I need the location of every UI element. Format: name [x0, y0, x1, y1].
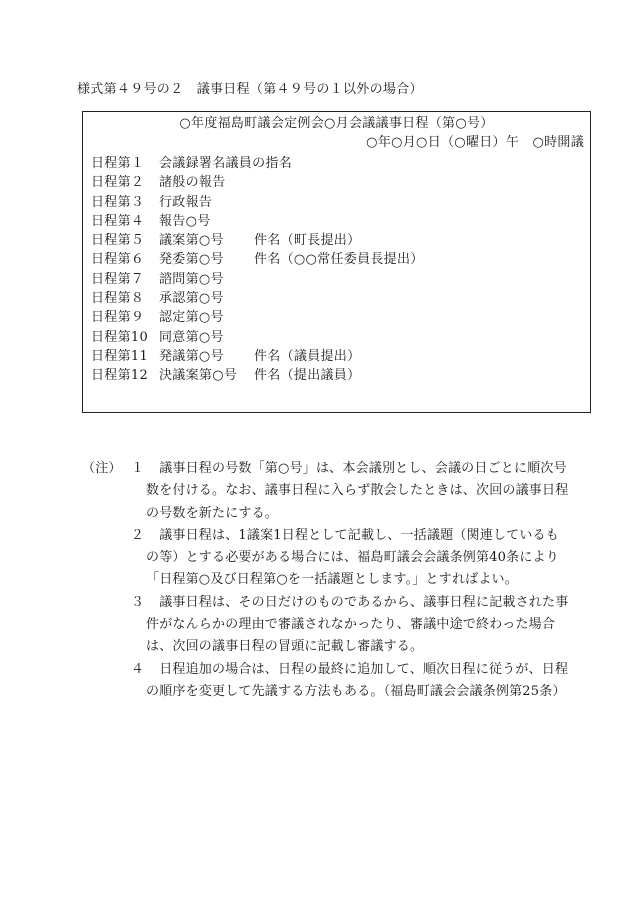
- agenda-item-number: 日程第10: [91, 329, 149, 345]
- agenda-item-subject: 認定第○号: [159, 310, 224, 326]
- agenda-item: [91, 250, 424, 269]
- agenda-item-number: 日程第６: [91, 252, 145, 268]
- note-item: [82, 525, 572, 592]
- agenda-item-number: 日程第３: [91, 194, 145, 210]
- agenda-item: [91, 231, 424, 250]
- agenda-item-subject: 発委第○号: [159, 252, 224, 268]
- agenda-item: [91, 173, 424, 192]
- agenda-item-subject: 行政報告: [159, 194, 213, 210]
- note-number: ４: [131, 661, 145, 677]
- agenda-item: [91, 366, 424, 385]
- agenda-item-number: 日程第11: [91, 348, 149, 364]
- agenda-item-subject: 報告○号: [159, 213, 211, 229]
- agenda-item-detail: 件名（議員提出）: [254, 348, 361, 364]
- agenda-item-number: 日程第４: [91, 213, 145, 229]
- note-item: [82, 458, 572, 525]
- agenda-item-subject: 承認第○号: [159, 291, 224, 307]
- agenda-item-subject: 諮問第○号: [159, 271, 224, 287]
- agenda-item-subject: 決議案第○号: [159, 368, 238, 384]
- agenda-item: [91, 193, 424, 212]
- agenda-item-subject: 同意第○号: [159, 329, 224, 345]
- note-item: [82, 659, 572, 704]
- agenda-item-detail: 件名（○○常任委員長提出）: [254, 252, 424, 268]
- agenda-item-detail: 件名（町長提出）: [254, 233, 361, 249]
- form-title: 様式第４９号の２ 議事日程（第４９号の１以外の場合）: [77, 82, 423, 97]
- agenda-item: [91, 308, 424, 327]
- agenda-item-number: 日程第７: [91, 271, 145, 287]
- note-number: ３: [131, 594, 145, 610]
- agenda-item: [91, 328, 424, 347]
- agenda-item-subject: 会議録署名議員の指名: [159, 156, 293, 171]
- agenda-item-detail: 件名（提出議員）: [254, 368, 361, 384]
- agenda-item-number: 日程第９: [91, 310, 145, 326]
- agenda-item-number: 日程第１: [91, 156, 145, 171]
- agenda-item-number: 日程第５: [91, 233, 145, 249]
- agenda-item-subject: 議案第○号: [159, 233, 224, 249]
- note-text: 議事日程は、その日だけのものであるから、議事日程に記載された事件がなんらかの理由で審議されなかったり、審議中途で終わった場合は、次回の議事日程の冒頭に記載し審議する。: [146, 594, 569, 655]
- agenda-item: [91, 289, 424, 308]
- note-number: ２: [131, 527, 145, 543]
- agenda-item: [91, 154, 424, 173]
- agenda-item-subject: 諸般の報告: [159, 175, 226, 191]
- note-number: １: [131, 461, 145, 476]
- agenda-item: [91, 347, 424, 366]
- notes-label: （注）: [82, 461, 122, 476]
- agenda-heading: ○年度福島町議会定例会○月会議議事日程（第○号）: [179, 116, 494, 131]
- agenda-item: [91, 212, 424, 231]
- notes-section: [82, 458, 572, 703]
- note-text: 議事日程は、1議案1日程として記載し、一括議題（関連しているもの等）とする必要がある場合には、福島町議会会議条例第40条により「日程第○及び日程第○を一括議題とします。」とすればよい。: [146, 527, 559, 588]
- note-item: [82, 592, 572, 659]
- agenda-item-number: 日程第12: [91, 368, 149, 384]
- agenda-item: [91, 270, 424, 289]
- agenda-item-number: 日程第８: [91, 291, 145, 307]
- agenda-box: [82, 111, 591, 413]
- note-text: 日程追加の場合は、日程の最終に追加して、順次日程に従うが、日程の順序を変更して先議する方法もある。（福島町議会会議条例第25条）: [146, 661, 569, 699]
- agenda-datetime: ○年○月○日（○曜日）午 ○時開議: [366, 135, 584, 150]
- agenda-item-number: 日程第２: [91, 175, 145, 191]
- agenda-item-subject: 発議第○号: [159, 348, 224, 364]
- agenda-list: [91, 154, 424, 386]
- note-text: 議事日程の号数「第○号」は、本会議別とし、会議の日ごとに順次号数を付ける。なお、議事日程に入らず散会したときは、次回の議事日程の号数を新たにする。: [146, 461, 569, 521]
